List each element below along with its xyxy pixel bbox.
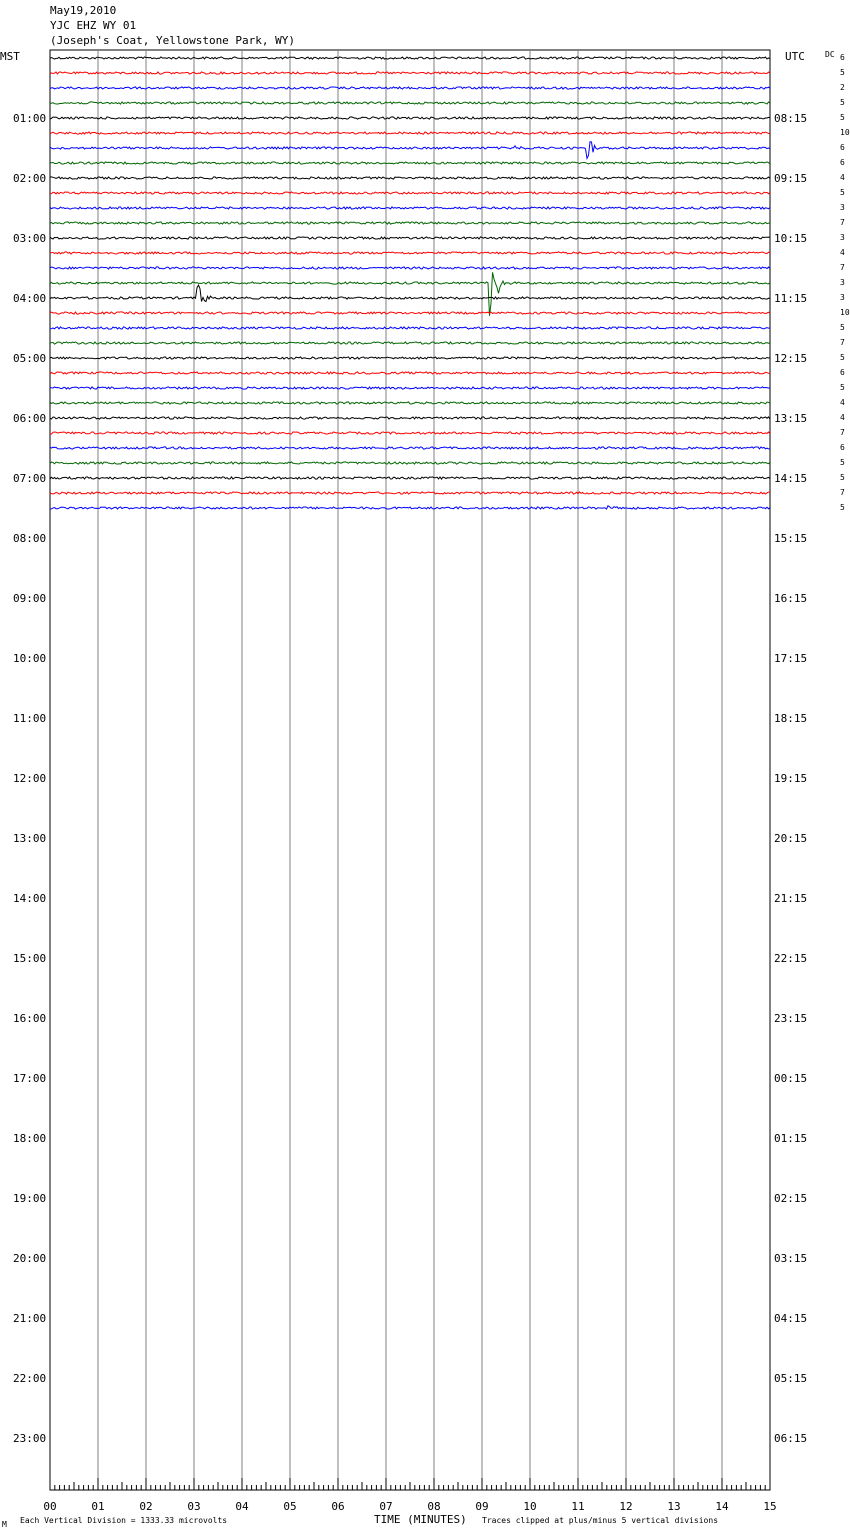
utc-hour-label: 15:15 (774, 532, 808, 545)
mst-hour-label: 09:00 (13, 592, 47, 605)
plot-date: May19,2010 (50, 4, 117, 17)
trace-line (50, 372, 770, 374)
mst-hour-label: 13:00 (13, 832, 47, 845)
x-tick-label: 12 (619, 1500, 633, 1513)
x-axis-title: TIME (MINUTES) (374, 1513, 467, 1526)
x-tick-label: 15 (763, 1500, 777, 1513)
mst-hour-label: 10:00 (13, 652, 47, 665)
trace-line (50, 72, 770, 74)
dc-offset-value: 7 (840, 218, 845, 227)
station-location: (Joseph's Coat, Yellowstone Park, WY) (50, 34, 296, 47)
utc-hour-label: 01:15 (774, 1132, 808, 1145)
trace-line (50, 272, 770, 316)
utc-hour-label: 23:15 (774, 1012, 808, 1025)
dc-offset-value: 5 (840, 188, 845, 197)
utc-hour-label: 05:15 (774, 1372, 808, 1385)
mst-hour-label: 03:00 (13, 232, 47, 245)
dc-label: DC (825, 50, 835, 59)
utc-hour-label: 22:15 (774, 952, 808, 965)
utc-hour-label: 00:15 (774, 1072, 808, 1085)
mst-hour-label: 11:00 (13, 712, 47, 725)
dc-offset-value: 6 (840, 443, 845, 452)
x-tick-label: 09 (475, 1500, 489, 1513)
x-tick-label: 13 (667, 1500, 681, 1513)
mst-hour-label: 15:00 (13, 952, 47, 965)
dc-offset-value: 4 (840, 248, 845, 257)
dc-offset-value: 5 (840, 113, 845, 122)
mst-hour-label: 20:00 (13, 1252, 47, 1265)
dc-offset-value: 4 (840, 413, 845, 422)
trace-line (50, 432, 770, 434)
trace-line (50, 207, 770, 209)
x-tick-label: 10 (523, 1500, 537, 1513)
dc-offset-value: 2 (840, 83, 845, 92)
dc-offset-value: 5 (840, 383, 845, 392)
mst-hour-label: 19:00 (13, 1192, 47, 1205)
dc-offset-value: 7 (840, 488, 845, 497)
dc-offset-value: 4 (840, 398, 845, 407)
trace-line (50, 237, 770, 239)
dc-offset-value: 5 (840, 353, 845, 362)
dc-offset-value: 3 (840, 293, 845, 302)
trace-line (50, 417, 770, 419)
mst-hour-label: 02:00 (13, 172, 47, 185)
dc-offset-value: 3 (840, 233, 845, 242)
plot-frame (50, 50, 770, 1490)
mst-label: MST (0, 50, 20, 63)
x-tick-label: 07 (379, 1500, 393, 1513)
trace-line (50, 132, 770, 134)
trace-line (50, 357, 770, 359)
hour-labels (13, 53, 850, 1445)
utc-hour-label: 10:15 (774, 232, 808, 245)
utc-label: UTC (785, 50, 805, 63)
x-tick-label: 11 (571, 1500, 585, 1513)
dc-offset-value: 7 (840, 338, 845, 347)
mst-hour-label: 17:00 (13, 1072, 47, 1085)
utc-hour-label: 02:15 (774, 1192, 808, 1205)
utc-hour-label: 17:15 (774, 652, 808, 665)
mst-hour-label: 07:00 (13, 472, 47, 485)
mst-hour-label: 18:00 (13, 1132, 47, 1145)
trace-line (50, 342, 770, 344)
dc-offset-value: 10 (840, 128, 850, 137)
trace-line (50, 57, 770, 59)
trace-line (50, 162, 770, 164)
seismic-traces (50, 57, 770, 509)
x-tick-label: 08 (427, 1500, 441, 1513)
dc-offset-value: 6 (840, 368, 845, 377)
trace-line (50, 252, 770, 254)
trace-line (50, 387, 770, 389)
dc-offset-value: 5 (840, 473, 845, 482)
trace-line (50, 142, 770, 159)
vertical-division-note: Each Vertical Division = 1333.33 microvolts (20, 1516, 228, 1525)
trace-line (50, 192, 770, 194)
station-code: YJC EHZ WY 01 (50, 19, 137, 32)
trace-line (50, 117, 770, 119)
dc-offset-value: 5 (840, 323, 845, 332)
mst-hour-label: 14:00 (13, 892, 47, 905)
mst-hour-label: 08:00 (13, 532, 47, 545)
mst-hour-label: 22:00 (13, 1372, 47, 1385)
dc-offset-value: 3 (840, 278, 845, 287)
utc-hour-label: 14:15 (774, 472, 808, 485)
trace-line (50, 462, 770, 464)
dc-offset-value: 7 (840, 263, 845, 272)
utc-hour-label: 16:15 (774, 592, 808, 605)
trace-line (50, 447, 770, 449)
trace-line (50, 312, 770, 314)
trace-line (50, 506, 770, 509)
dc-offset-value: 4 (840, 173, 845, 182)
dc-offset-value: 6 (840, 158, 845, 167)
x-tick-label: 05 (283, 1500, 297, 1513)
mst-hour-label: 01:00 (13, 112, 47, 125)
dc-offset-value: 6 (840, 53, 845, 62)
utc-hour-label: 08:15 (774, 112, 808, 125)
mst-hour-label: 21:00 (13, 1312, 47, 1325)
x-tick-label: 01 (91, 1500, 105, 1513)
trace-line (50, 402, 770, 404)
trace-line (50, 285, 770, 301)
dc-offset-value: 5 (840, 68, 845, 77)
trace-line (50, 222, 770, 224)
dc-offset-value: 5 (840, 458, 845, 467)
trace-line (50, 177, 770, 179)
dc-offset-value: 6 (840, 143, 845, 152)
dc-offset-value: 7 (840, 428, 845, 437)
trace-line (50, 87, 770, 89)
mst-hour-label: 23:00 (13, 1432, 47, 1445)
trace-line (50, 267, 770, 269)
dc-offset-value: 3 (840, 203, 845, 212)
x-tick-label: 04 (235, 1500, 249, 1513)
utc-hour-label: 19:15 (774, 772, 808, 785)
minute-gridlines (50, 50, 770, 1490)
utc-hour-label: 09:15 (774, 172, 808, 185)
mst-hour-label: 12:00 (13, 772, 47, 785)
clipping-note: Traces clipped at plus/minus 5 vertical divisions (482, 1516, 719, 1525)
x-tick-label: 03 (187, 1500, 201, 1513)
mst-hour-label: 16:00 (13, 1012, 47, 1025)
utc-hour-label: 06:15 (774, 1432, 808, 1445)
mst-hour-label: 04:00 (13, 292, 47, 305)
dc-offset-value: 5 (840, 98, 845, 107)
utc-hour-label: 03:15 (774, 1252, 808, 1265)
utc-hour-label: 04:15 (774, 1312, 808, 1325)
corner-mark: M (2, 1520, 7, 1529)
utc-hour-label: 18:15 (774, 712, 808, 725)
mst-hour-label: 05:00 (13, 352, 47, 365)
utc-hour-label: 20:15 (774, 832, 808, 845)
trace-line (50, 492, 770, 494)
x-tick-label: 06 (331, 1500, 345, 1513)
utc-hour-label: 13:15 (774, 412, 808, 425)
x-tick-label: 00 (43, 1500, 57, 1513)
utc-hour-label: 12:15 (774, 352, 808, 365)
utc-hour-label: 11:15 (774, 292, 808, 305)
time-axis (43, 1478, 776, 1513)
x-tick-label: 02 (139, 1500, 153, 1513)
trace-line (50, 102, 770, 104)
mst-hour-label: 06:00 (13, 412, 47, 425)
utc-hour-label: 21:15 (774, 892, 808, 905)
trace-line (50, 327, 770, 329)
trace-line (50, 477, 770, 479)
x-tick-label: 14 (715, 1500, 729, 1513)
dc-offset-value: 5 (840, 503, 845, 512)
dc-offset-value: 10 (840, 308, 850, 317)
